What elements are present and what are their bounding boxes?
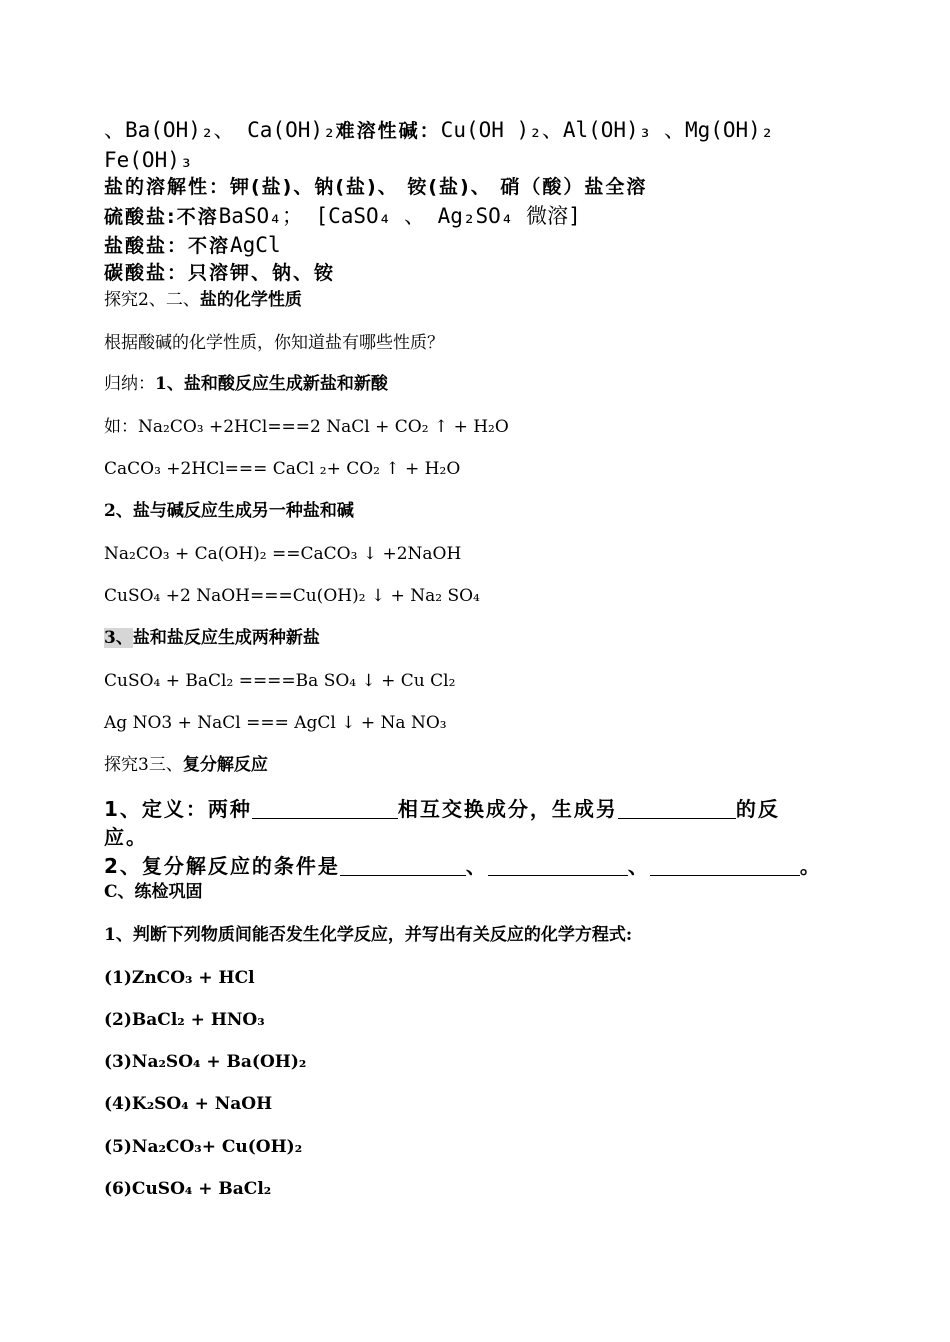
- summary-1-text: 1、盐和酸反应生成新盐和新酸: [155, 374, 388, 394]
- blank-field-3[interactable]: [340, 857, 466, 876]
- blank-field-1[interactable]: [252, 800, 398, 819]
- practice-item-5: (5)Na₂CO₃+ Cu(OH)₂: [104, 1137, 303, 1157]
- definition-2-end: 。: [799, 854, 822, 878]
- equation-3: Na₂CO₃ + Ca(OH)₂ ==CaCO₃ ↓ +2NaOH: [104, 544, 462, 564]
- practice-item-3: (3)Na₂SO₄ + Ba(OH)₂: [104, 1052, 307, 1072]
- explore2-title: 盐的化学性质: [199, 290, 302, 310]
- practice-item-1: (1)ZnCO₃ + HCl: [104, 968, 255, 988]
- explore2-heading: [104, 292, 302, 309]
- explore3-title: 复分解反应: [182, 755, 268, 775]
- equation-6: Ag NO3 + NaCl === AgCl ↓ + Na NO₃: [104, 713, 447, 733]
- sulfate-detail: BaSO₄； [CaSO₄ 、 Ag₂SO₄ 微溶]: [218, 204, 581, 228]
- blank-field-5[interactable]: [650, 857, 800, 876]
- practice-title: C、练检巩固: [104, 882, 203, 902]
- equation-5: CuSO₄ + BaCl₂ ====Ba SO₄ ↓ + Cu Cl₂: [104, 671, 456, 691]
- chloride-detail: AgCl: [230, 233, 281, 257]
- definition-2: [104, 856, 822, 876]
- summary-3-text: 盐和盐反应生成两种新盐: [132, 628, 320, 648]
- explore3-heading: [104, 757, 268, 774]
- definition-2-a: 2、复分解反应的条件是: [104, 854, 340, 878]
- insoluble-bases-label: 难溶性碱：: [335, 120, 441, 142]
- blank-field-2[interactable]: [618, 800, 736, 819]
- summary-3-number: 3、: [104, 628, 133, 648]
- practice-item-4: (4)K₂SO₄ + NaOH: [104, 1094, 273, 1114]
- definition-1: [104, 799, 780, 819]
- bases-line-2: Fe(OH)₃: [104, 148, 193, 172]
- summary-1: [104, 376, 388, 393]
- summary-prefix: 归纳：: [104, 374, 155, 394]
- equation-1: 如：Na₂CO₃ +2HCl===2 NaCl + CO₂ ↑ + H₂O: [104, 417, 509, 437]
- carbonate-line: 碳酸盐：只溶钾、钠、铵: [104, 262, 336, 284]
- definition-1-a: 1、定义：两种: [104, 797, 252, 821]
- equation-2: CaCO₃ +2HCl=== CaCl ₂+ CO₂ ↑ + H₂O: [104, 459, 461, 479]
- definition-2-sep-2: 、: [627, 854, 650, 878]
- blank-field-4[interactable]: [488, 857, 628, 876]
- definition-1-b: 相互交换成分，生成另: [397, 797, 618, 821]
- chloride-label: 盐酸盐：不溶: [104, 235, 231, 257]
- practice-item-2: (2)BaCl₂ + HNO₃: [104, 1010, 265, 1030]
- summary-2: 2、盐与碱反应生成另一种盐和碱: [104, 501, 354, 521]
- summary-3: [104, 630, 320, 647]
- equation-4: CuSO₄ +2 NaOH===Cu(OH)₂ ↓ + Na₂ SO₄: [104, 586, 480, 606]
- explore2-prefix: 探究2、二、: [104, 290, 200, 310]
- bases-part1: 、Ba(OH)₂、 Ca(OH)₂: [104, 118, 336, 142]
- explore3-prefix: 探究3三、: [104, 755, 183, 775]
- salt-solubility: 盐的溶解性：钾(盐)、钠(盐)、 铵(盐)、 硝（酸）盐全溶: [104, 176, 648, 198]
- definition-1-cont: 应。: [104, 825, 148, 849]
- chloride-line: [104, 235, 281, 256]
- bases-part2: Cu(OH )₂、Al(OH)₃ 、Mg(OH)₂: [440, 118, 774, 142]
- practice-item-6: (6)CuSO₄ + BaCl₂: [104, 1179, 272, 1199]
- bases-line-1: [104, 120, 773, 141]
- practice-question-1: 1、判断下列物质间能否发生化学反应，并写出有关反应的化学方程式:: [104, 925, 633, 945]
- sulfate-line: [104, 206, 581, 227]
- definition-2-sep-1: 、: [465, 854, 488, 878]
- sulfate-label: 硫酸盐:不溶: [104, 206, 219, 228]
- question: 根据酸碱的化学性质，你知道盐有哪些性质？: [104, 333, 444, 353]
- definition-1-c: 的反: [735, 797, 780, 821]
